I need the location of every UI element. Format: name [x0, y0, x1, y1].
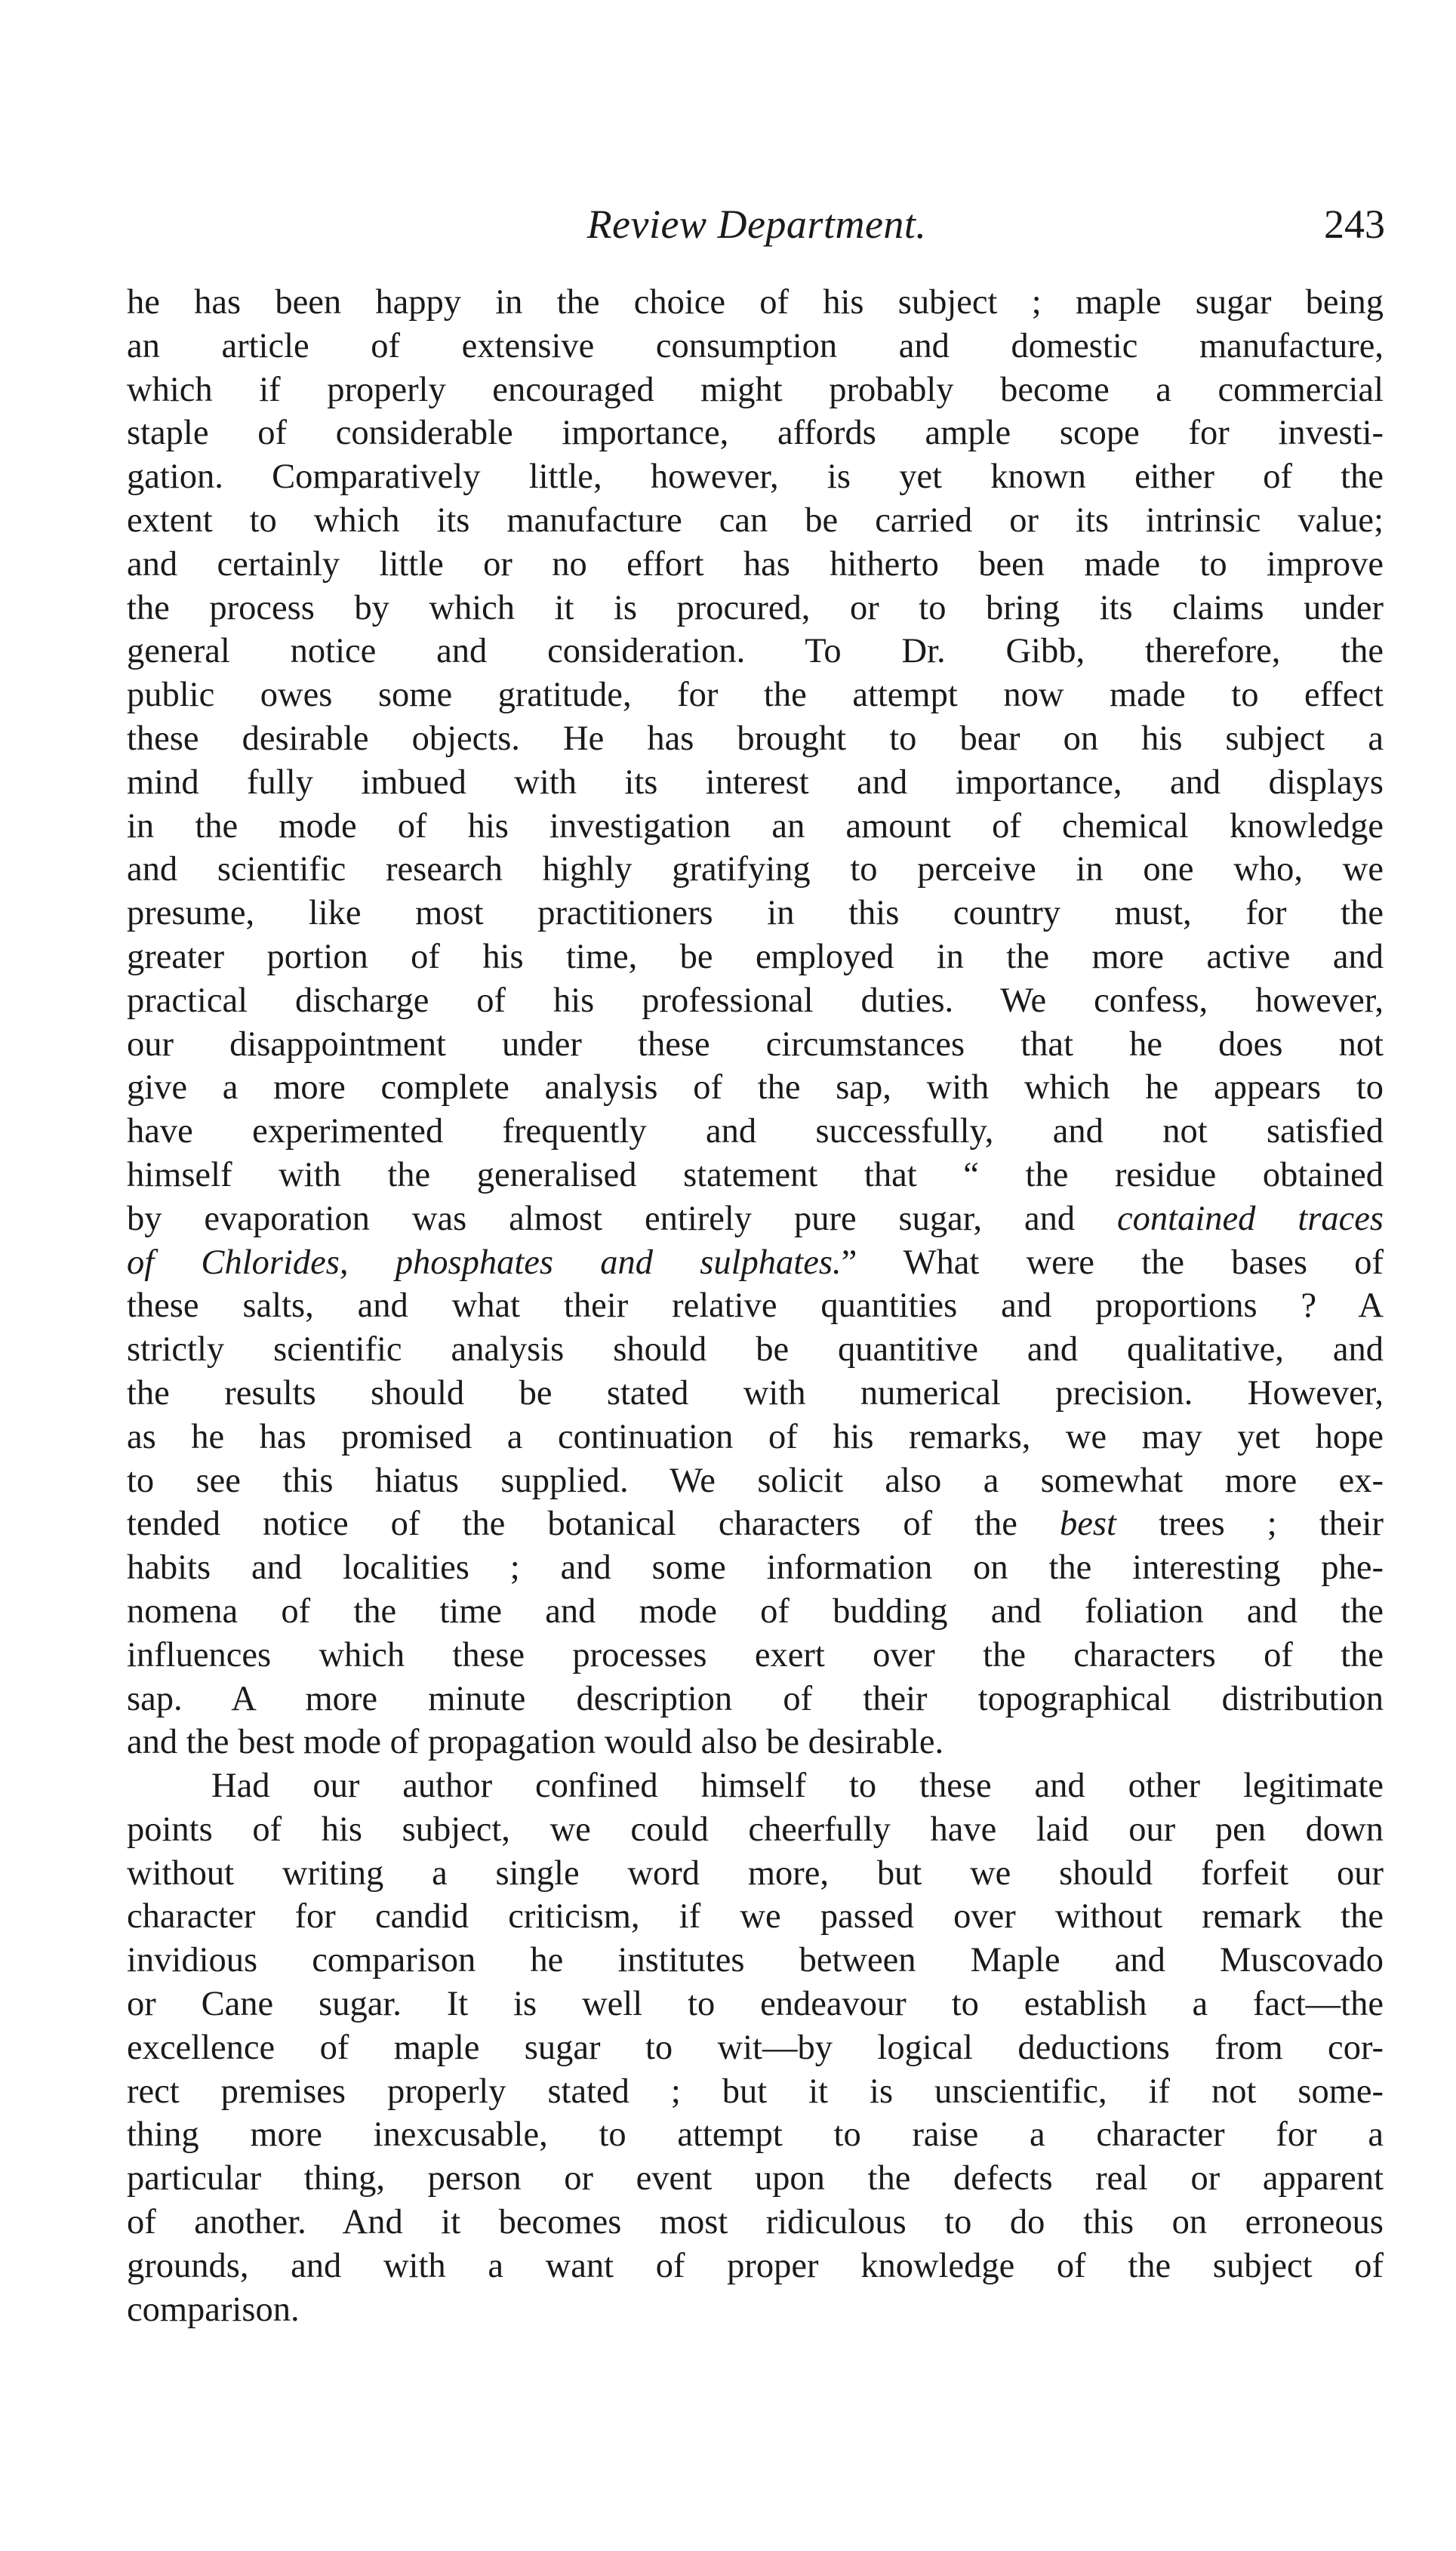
page-header — [128, 198, 1385, 251]
text-line: give a more complete analysis of the sap, with which he appears to — [127, 1068, 1384, 1108]
text-line: an article of extensive consumption and domestic manufacture, — [127, 326, 1384, 365]
italic-run: best — [1059, 1505, 1116, 1544]
text-line: sap. A more minute description of their topographical distribution — [127, 1679, 1384, 1718]
text-line: nomena of the time and mode of budding and foliation and the — [127, 1591, 1384, 1631]
text-line: and the best mode of propagation would also be desirable. — [127, 1723, 944, 1762]
text-line: influences which these processes exert over the characters of the — [127, 1635, 1384, 1674]
text-line: these salts, and what their relative quantities and proportions ? A — [127, 1286, 1384, 1326]
page-number: 243 — [1324, 202, 1385, 247]
text-line: mind fully imbued with its interest and importance, and displays — [127, 763, 1384, 802]
text-line: points of his subject, we could cheerfully have laid our pen down — [127, 1810, 1384, 1849]
italic-run: contained traces — [1117, 1199, 1384, 1238]
text-line: and scientific research highly gratifying to perceive in one who, we — [127, 850, 1384, 889]
text-line: presume, like most practitioners in this country must, for the — [127, 894, 1384, 933]
text-line: our disappointment under these circumstances that he does not — [127, 1024, 1384, 1064]
text-line: or Cane sugar. It is well to endeavour to establish a fact—the — [127, 1985, 1384, 2024]
body-text — [127, 281, 1384, 2331]
text-line: rect premises properly stated ; but it is unscientific, if not some- — [127, 2072, 1384, 2111]
text-line: to see this hiatus supplied. We solicit also a somewhat more ex- — [127, 1461, 1384, 1500]
text-line: excellence of maple sugar to wit—by logical deductions from cor- — [127, 2028, 1384, 2067]
text-line: thing more inexcusable, to attempt to raise a character for a — [127, 2115, 1384, 2155]
running-title: Review Department. — [586, 202, 927, 247]
text-line: strictly scientific analysis should be quantitive and qualitative, and — [127, 1330, 1384, 1369]
text-line: which if properly encouraged might probably become a commercial — [127, 370, 1384, 409]
text-line: gation. Comparatively little, however, is yet known either of the — [127, 458, 1384, 497]
text-line — [127, 1197, 1384, 1241]
text-line — [127, 1241, 1384, 1285]
text-line: of another. And it becomes most ridiculous to do this on erroneous — [127, 2203, 1384, 2242]
text-line — [127, 1502, 1384, 1546]
italic-run: of Chlorides, phosphates and sulphates. — [127, 1243, 842, 1282]
text-line: the process by which it is procured, or to bring its claims under — [127, 588, 1384, 627]
text-run: by evaporation was almost entirely pure sugar, and — [127, 1199, 1118, 1238]
text-line: public owes some gratitude, for the attempt now made to effect — [127, 676, 1384, 715]
text-line: general notice and consideration. To Dr. Gibb, therefore, the — [127, 632, 1384, 671]
text-line: grounds, and with a want of proper knowledge of the subject of — [127, 2246, 1384, 2285]
text-line: practical discharge of his professional duties. We confess, however, — [127, 981, 1384, 1020]
text-run: tended notice of the botanical characters of the — [127, 1505, 1060, 1544]
text-line: comparison. — [127, 2290, 300, 2329]
text-line: the results should be stated with numerical precision. However, — [127, 1373, 1384, 1413]
text-line: invidious comparison he institutes between Maple and Muscovado — [127, 1941, 1384, 1980]
text-line: without writing a single word more, but we should forfeit our — [127, 1853, 1384, 1893]
text-run: trees ; their — [1116, 1505, 1384, 1544]
text-run: ” What were the bases of — [841, 1243, 1384, 1282]
text-line: greater portion of his time, be employed in the more active and — [127, 937, 1384, 976]
text-line: Had our author confined himself to these and other legitimate — [211, 1767, 1384, 1806]
text-line: he has been happy in the choice of his subject ; maple sugar being — [127, 283, 1384, 322]
text-line: staple of considerable importance, affords ample scope for investi- — [127, 414, 1384, 453]
text-line: and certainly little or no effort has hitherto been made to improve — [127, 544, 1384, 584]
text-line: character for candid criticism, if we passed over without remark the — [127, 1897, 1384, 1936]
text-line: these desirable objects. He has brought to bear on his subject a — [127, 719, 1384, 758]
text-line: habits and localities ; and some information on the interesting phe- — [127, 1548, 1384, 1588]
text-line: himself with the generalised statement that “ the residue obtained — [127, 1155, 1384, 1194]
text-line: as he has promised a continuation of his remarks, we may yet hope — [127, 1417, 1384, 1456]
text-line: in the mode of his investigation an amount of chemical knowledge — [127, 806, 1384, 846]
text-line: extent to which its manufacture can be carried or its intrinsic value; — [127, 501, 1384, 540]
text-line: have experimented frequently and successfully, and not satisfied — [127, 1112, 1384, 1151]
text-line: particular thing, person or event upon the defects real or apparent — [127, 2159, 1384, 2198]
